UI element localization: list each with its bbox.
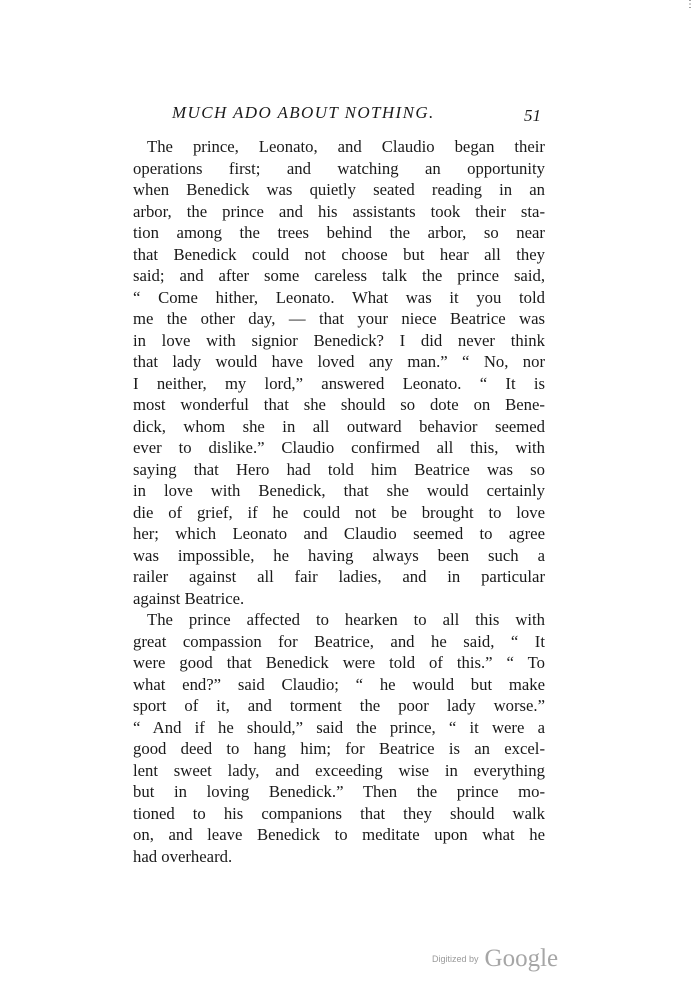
text-line: tion among the trees behind the arbor, so near: [133, 223, 545, 242]
text-line: what end?” said Claudio; “ he would but make: [133, 674, 545, 694]
text-line: lent sweet lady, and exceeding wise in everything: [133, 760, 545, 780]
text-line: “ Come hither, Leonato. What was it you told: [133, 287, 545, 307]
text-line: me the other day, — that your niece Beatrice was: [133, 309, 545, 328]
corner-mark-icon: ⋮: [685, 0, 695, 10]
text-line: in love with Benedick, that she would certainly: [133, 481, 545, 500]
running-title: MUCH ADO ABOUT NOTHING.: [172, 103, 435, 122]
text-line: against Beatrice.: [133, 588, 245, 608]
google-logo: Google: [484, 945, 559, 972]
text-line: in love with signior Benedick? I did never think: [133, 330, 545, 350]
text-line: saying that Hero had told him Beatrice was so: [133, 459, 545, 479]
text-line: sport of it, and torment the poor lady worse.”: [133, 696, 545, 715]
text-line: good deed to hang him; for Beatrice is an excel-: [133, 739, 545, 758]
text-line: railer against all fair ladies, and in particular: [133, 567, 545, 586]
text-line: but in loving Benedick.” Then the prince mo-: [133, 782, 545, 801]
text-line: said; and after some careless talk the prince said,: [133, 266, 545, 285]
text-line: that lady would have loved any man.” “ No, nor: [133, 352, 545, 371]
text-line: “ And if he should,” said the prince, “ it were a: [133, 717, 545, 737]
text-line: was impossible, he having always been such a: [133, 545, 545, 565]
text-line: The prince, Leonato, and Claudio began their: [147, 137, 545, 156]
text-line: I neither, my lord,” answered Leonato. “ It is: [133, 373, 545, 393]
digitized-by-watermark: [432, 945, 558, 973]
page-number: 51: [524, 106, 541, 125]
digitized-by-label: Digitized by: [432, 954, 479, 964]
text-line: were good that Benedick were told of this.” “ To: [133, 653, 545, 672]
body-text: [133, 136, 545, 867]
text-line: great compassion for Beatrice, and he said, “ It: [133, 631, 545, 651]
text-line: her; which Leonato and Claudio seemed to agree: [133, 524, 545, 543]
text-line: die of grief, if he could not be brought to love: [133, 502, 545, 522]
text-line: The prince affected to hearken to all this with: [147, 610, 545, 629]
text-line: dick, whom she in all outward behavior seemed: [133, 416, 545, 436]
text-line: had overheard.: [133, 846, 233, 866]
text-line: ever to dislike.” Claudio confirmed all this, with: [133, 438, 545, 457]
text-line: operations first; and watching an opportunity: [133, 158, 545, 178]
text-line: when Benedick was quietly seated reading in an: [133, 180, 545, 199]
text-line: most wonderful that she should so dote on Bene-: [133, 395, 545, 414]
text-line: arbor, the prince and his assistants took their sta-: [133, 201, 545, 221]
text-line: on, and leave Benedick to meditate upon what he: [133, 825, 545, 844]
text-line: tioned to his companions that they should walk: [133, 803, 545, 823]
text-line: that Benedick could not choose but hear all they: [133, 244, 545, 264]
